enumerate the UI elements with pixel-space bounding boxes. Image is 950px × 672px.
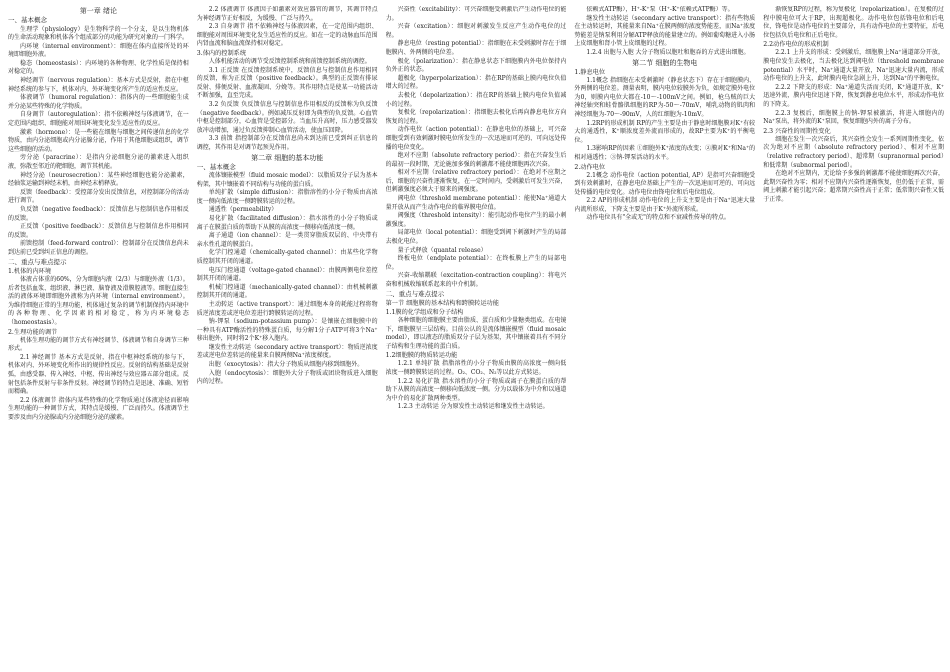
- section-heading: 二、重点与难点提示: [385, 289, 445, 298]
- column-5: [763, 6, 944, 668]
- subsection-heading: 1.2细胞膜的物质转运功能: [385, 352, 458, 360]
- subsection-heading: 1.1膜的化学组成和分子结构: [385, 309, 464, 317]
- chapter-heading: 第一章 绪论: [79, 7, 118, 15]
- paragraph: 2.2 AP的形成机制 动作电位的上升支主要是由于Na⁺迅速大量内流所形成，下降支主要是由于K⁺外流所形成。: [574, 197, 756, 213]
- paragraph: 2.2 体液调节 指体内某些特殊的化学物质通过体液途径而影响生理功能的一种调节方式，其特点是缓慢、广泛而持久。体液调节主要涉及由内分泌腺或内分泌细胞分泌的激素。: [8, 396, 189, 421]
- chapter-heading: 第二节 细胞的生物电: [632, 58, 698, 67]
- paragraph: 旁分泌（paracrine）：是指内分泌细胞分泌的激素进入组织液，弥散至邻近的靶细胞，调节其机能。: [8, 154, 189, 170]
- paragraph: 离子通道（ion channel）：是一类贯穿脂质双层的、中央带有亲水性孔道的膜蛋白。: [196, 232, 378, 248]
- subsection-heading: 2.动作电位: [574, 163, 606, 171]
- paragraph: 1.2RP的形成机制 RP的产生主要是由于静息时细胞膜对K⁺有较大的通透性，K⁺顺浓度差外流而形成的，故RP主要为K⁺的平衡电位。: [574, 119, 756, 144]
- paragraph: 神经分泌（neurosecretion）：某些神经细胞也能分泌激素，经轴浆运输到神经末梢，由神经末梢释放。: [8, 171, 189, 188]
- paragraph: 激素（hormone）：是一些能在细胞与细胞之间传递信息的化学物质，由内分泌细胞或内分泌腺分泌，作用于其他细胞或组织，调节这些细胞的活动。: [8, 128, 189, 153]
- paragraph: 2.2.1 上升支的形成：受刺激后，细胞膜上Na⁺通道部分开放，膜电位发生去极化，当去极化达到阈电位（threshold membrane potential）水平时，Na⁺通道大量开放，Na⁺迅速大量内流，形成动作电位的上升支，此时膜内电位急剧上升，达到Na⁺的平衡电位。: [763, 49, 944, 83]
- paragraph: 易化扩散（facilitated diffusion）：指水溶性的小分子物质或离子在膜蛋白质的帮助下从膜的高浓度一侧移向低浓度一侧。: [196, 214, 378, 231]
- column-3: [386, 6, 567, 668]
- subsection-heading: 第一节 细胞膜的基本结构和跨膜转运功能: [385, 300, 499, 308]
- paragraph: 阈电位（threshold membrane potential）：能使Na⁺通道大量开放从而产生动作电位的临界膜电位值。: [385, 195, 567, 211]
- paragraph: 反馈（feedback）：受控部分发出反馈信息，对控制部分的活动进行调节。: [8, 188, 189, 205]
- paragraph: 1.2.4 出胞与入胞 大分子物质以胞吐和胞吞的方式进出细胞。: [586, 48, 750, 56]
- paragraph: 阈强度（threshold intensity）：能引起动作电位产生的最小刺激强度。: [385, 212, 567, 228]
- paragraph: 机体生理功能的调节方式有神经调节、体液调节和自身调节三种形式。: [8, 336, 189, 353]
- paragraph: 去极化（depolarization）：指在RP的基础上膜内电位负值减小的过程。: [385, 91, 567, 108]
- paragraph: 3.3 前馈 指控制部分在反馈信息尚未到达前已受到纠正信息的调控，其作用是对调节起预见作用。: [196, 135, 378, 151]
- paragraph: 量子式释放（quantal release）: [397, 246, 487, 254]
- paragraph: 2.2 体液调节 体液因子如激素对效应器官的调节，其调节特点为神经调节正好相反，为缓慢、广泛与持久。: [196, 6, 378, 22]
- paragraph: 化学门控通道（chemically-gated channel）：由某些化学物质控制其开闭的通道。: [196, 249, 378, 265]
- paragraph: 2.1 神经调节 基本方式是反射，指在中枢神经系统的参与下，机体对内、外环境变化所作出的规律性反应。反射的结构基础是反射弧，由感受器、传入神经、中枢、传出神经与效应器五部分组成。反射包括条件反射与非条件反射。神经调节的特点是迅速、准确、短暂而精确。: [8, 353, 189, 396]
- paragraph: 2.3 自身调节 指不依赖神经与体液因素，在一定范围内组织、细胞能对周围环境变化发生适应性的反应。如在一定的动脉血压范围内肾血流和脑血流保持相对稳定。: [196, 23, 378, 48]
- paragraph: 3.2 负反馈 负反馈信息与控制信息作用相反的反馈称为负反馈（negative feedback）。例如减压反射即为典型的负反馈。心血管中枢是控制部分，心血管是受控部分。当血压升高时，压力感受器发放冲动增加，通过负反馈抑制心血管活动，使血压回降。: [196, 100, 378, 134]
- paragraph: 1.2.2 易化扩散 指水溶性的小分子物质或离子在膜蛋白质的帮助下从膜的高浓度一侧移向低浓度一侧。分为以载体为中介和以通道为中介的易化扩散两种类型。: [385, 377, 567, 402]
- chapter-heading: 第二章 细胞的基本功能: [251, 153, 324, 162]
- paragraph: 各种细胞的细胞膜主要由脂质、蛋白质和少量糖类组成。在电镜下，细胞膜呈三层结构。目前公认的是流体镶嵌模型（fluid mosaic model），即以液态的脂质双分子层为基架，其中镶嵌着具有不同分子结构和生理功能的蛋白质。: [385, 317, 567, 350]
- paragraph: 复极化（repolarization）：指细胞去极化后再向静息电位方向恢复的过程。: [385, 109, 567, 125]
- section-heading: 一、基本概念: [8, 16, 47, 24]
- subsection-heading: 1.静息电位: [574, 68, 606, 76]
- paragraph: 单纯扩散（simple diffusion）：指脂溶性的小分子物质由高浓度一侧向低浓度一侧跨膜转运的过程。: [196, 189, 378, 205]
- paragraph: 稳态（homeostasis）：内环境的各种物理、化学性质是保持相对稳定的。: [8, 59, 189, 76]
- paragraph: 兴奋（excitation）：细胞对刺激发生反应产生动作电位的过程。: [385, 23, 567, 39]
- paragraph: 静息电位（resting potential）：指细胞在未受刺激时存在于细胞膜内、外两侧的电位差。: [385, 40, 567, 56]
- paragraph: 3.1 正反馈 在反馈控制系统中，反馈信息与控制信息作用相同的反馈，称为正反馈（positive feedback）。典型的正反馈有排尿反射、排便反射、血液凝固、分娩等。其作用特点是使某一功能活动不断加强，直至完成。: [196, 66, 378, 100]
- paragraph: 2.2.3 复极后，细胞膜上的钠-钾泵被激活，将进入细胞内的Na⁺泵出，将外流的K⁺泵回，恢复细胞内外的离子分布。: [763, 109, 944, 126]
- paragraph: 兴奋性（excitability）：可兴奋细胞受刺激后产生动作电位的能力。: [385, 6, 567, 22]
- paragraph: 出胞（exocytosis）：指大分子物质从细胞内移到细胞外。: [208, 361, 364, 369]
- paragraph: 前馈控制（feed-forward control）：控制部分在反馈信息尚未到达前已受到纠正信息的调控。: [8, 240, 189, 256]
- paragraph: 通透性（permeability）: [208, 206, 278, 214]
- section-heading: 二、重点与难点提示: [8, 257, 67, 266]
- paragraph: 入胞（endocytosis）：细胞外大分子物质或团块物质进入细胞内的过程。: [196, 369, 378, 386]
- paragraph: 人体机能活动的调节受反馈控制系统和前馈控制系统的调控。: [208, 57, 371, 65]
- paragraph: 钠-钾泵（sodium-potassium pump）：是镶嵌在细胞膜中的一种具有ATP酶活性的特殊蛋白质，每分解1分子ATP可将3个Na⁺移出胞外，同时将2个K⁺移入胞内。: [196, 318, 378, 343]
- paragraph: 正反馈（positive feedback）：反馈信息与控制信息作用相同的反馈。: [8, 223, 189, 239]
- subsection-heading: 1.机体的内环境: [8, 268, 52, 276]
- section-heading: 一、基本概念: [196, 162, 236, 171]
- paragraph: 渐恢复RP的过程，称为复极化（repolarization）。在复极的过程中膜电位可大于RP，出现超极化。动作电位包括锋电位和后电位，锋电位是动作电位的主要部分，具有动作电位的主要特征，后电位包括负后电位和正后电位。: [763, 6, 944, 39]
- paragraph: 电压门控通道（voltage-gated channel）：由膜两侧电位差控制其开闭的通道。: [196, 266, 378, 283]
- paragraph: 2.1概念 动作电位（action potential, AP）是指可兴奋细胞受到有效刺激时，在静息电位基础上产生的一次迅速而可逆的、可向远处传播的电位变化。动作电位由锋电位和后电位组成。: [574, 171, 756, 196]
- subsection-heading: 2.3 兴奋性的周期性变化: [763, 127, 831, 135]
- paragraph: 极化（polarization）：指在静息状态下细胞膜内外电位保持内负外正的状态。: [385, 57, 567, 74]
- paragraph: 机械门控通道（mechanically-gated channel）：由机械刺激控制其开闭的通道。: [196, 283, 378, 300]
- subsection-heading: 2.生理功能的调节: [8, 328, 58, 336]
- paragraph: 相对不应期（relative refractory period）：在绝对不应期之后，细胞的兴奋性逐渐恢复，在一定时间内，受刺激后可发生兴奋，但刺激强度必须大于原来的阈强度。: [385, 169, 567, 194]
- paragraph: 细胞在发生一次兴奋后，其兴奋性会发生一系列周期性变化，依次为绝对不应期（absolute refractory period）、相对不应期（relative refractory period）、超常期（supranormal period）和低常期（subnormal period）。: [763, 135, 944, 169]
- paragraph: 体液占体重的60%，分为细胞内液（2/3）与细胞外液（1/3）。后者包括血浆、组织液、淋巴液、脑脊液及滑膜腔液等。细胞直接生活的液体环境即细胞外液称为内环境（internal environment）。为维持细胞正常的生理功能，机体通过复杂的调节机制保持内环境中的各种物理、化学因素的相对稳定，称为内环境稳态（homeostasis）。: [8, 276, 189, 326]
- paragraph: 内环境（internal environment）：细胞在体内直接所处的环境即细胞外液。: [8, 42, 189, 59]
- paragraph: 生理学（physiology）是生物科学的一个分支，是以生物机体的生命活动现象和机体各个组成部分的功能为研究对象的一门科学。: [8, 25, 189, 42]
- paragraph: 1.2.1 单纯扩散 指脂溶性的小分子物质由膜的高浓度一侧向低浓度一侧跨膜转运的过程。O₂、CO₂、N₂等以此方式转运。: [385, 360, 567, 377]
- paragraph: 兴奋-收缩耦联（excitation-contraction coupling）：将电兴奋和机械收缩联系起来的中介机制。: [385, 272, 567, 288]
- paragraph: 神经调节（nervous regulation）：基本方式是反射，指在中枢神经系统的参与下，机体对内、外环境变化所产生的适应性反应。: [8, 77, 189, 93]
- paragraph: 绝对不应期（absolute refractory period）：指在兴奋发生后的最初一段时期，无论施加多强的刺激都不能使细胞再次兴奋。: [385, 152, 567, 168]
- column-2: [197, 6, 378, 668]
- paragraph: 1.1概念 指细胞在未受刺激时（静息状态下）存在于细胞膜内、外两侧的电位差。测量表明，膜内电位较膜外为负，如规定膜外电位为0，则膜内电位大都在-10～-100mV之间。例如，枪乌贼的巨大神经轴突和蛙骨骼肌细胞的RP为-50～-70mV，哺乳动物的肌肉和神经细胞为-70～-90mV，人的红细胞为-10mV。: [574, 76, 756, 118]
- paragraph: 终板电位（endplate potential）：在终板膜上产生的局部电位。: [385, 255, 567, 271]
- paragraph: 在绝对不应期内，无论给予多强的刺激都不能使细胞再次兴奋，此期兴奋性为零；相对不应期内兴奋性逐渐恢复，但仍低于正常，需阈上刺激才能引起兴奋；超常期兴奋性高于正常；低常期兴奋性又低于正常。: [763, 170, 944, 203]
- paragraph: 继发性主动转运（secondary active transport）：物质逆浓度差或逆电位差转运的能量来自膜两侧Na⁺浓度梯度。: [196, 343, 378, 360]
- paragraph: 依赖式ATP酶），H⁺-K⁺泵（H⁺-K⁺依赖式ATP酶）等。: [586, 6, 734, 13]
- paragraph: 自身调节（autoregulation）：指不依赖神经与体液调节，在一定范围内组织、细胞能对周围环境变化发生适应性的反应。: [8, 111, 189, 128]
- column-1: [8, 6, 189, 668]
- paragraph: 2.2.2 下降支的形成：Na⁺通道失活而关闭，K⁺通道开放，K⁺迅速外流，膜内电位迅速下降，恢复到静息电位水平，形成动作电位的下降支。: [763, 83, 944, 108]
- paragraph: 负反馈（negative feedback）：反馈信息与控制信息作用相反的反馈。: [8, 205, 189, 222]
- subsection-heading: 2.2动作电位的形成机制: [763, 41, 829, 49]
- paragraph: 超极化（hyperpolarization）：指在RP的基础上膜内电位负值增大的过程。: [385, 74, 567, 91]
- paragraph: 主动转运（active transport）：通过细胞本身的耗能过程将物质逆浓度差或逆电位差进行跨膜转运的过程。: [196, 300, 378, 317]
- paragraph: 体液调节（humoral regulation）：指体内的一些细胞能生成并分泌某些特殊的化学物质。: [8, 94, 189, 110]
- subsection-heading: 3.体内的控制系统: [196, 49, 247, 57]
- paragraph: 流体镶嵌模型（fluid mosaic model）：以脂质双分子层为基本构架，其中镶嵌着不同结构与功能的蛋白质。: [196, 172, 378, 188]
- paragraph: 继发性主动转运（secondary active transport）：指有些物质在主动转运时，其能量来自Na⁺在膜两侧的浓度势能差，而Na⁺浓度势能差是钠泵利用分解ATP释放的能量建立的。例如葡萄糖进入小肠上皮细胞和肾小管上皮细胞的过程。: [574, 14, 756, 48]
- paragraph: 局部电位（local potential）：细胞受到阈下刺激时产生的局部去极化电位。: [385, 229, 567, 246]
- paragraph: 1.2.3 主动转运 分为原发性主动转运和继发性主动转运。: [397, 403, 549, 411]
- paragraph: 动作电位具有"全或无"的特点和不衰减性传导的特点。: [586, 214, 730, 222]
- paragraph: 动作电位（action potential）：在静息电位的基础上，可兴奋细胞受到有效刺激时膜电位所发生的一次迅速而可逆的、可向远处传播的电位变化。: [385, 126, 567, 151]
- paragraph: 1.3影响RP的因素 ①细胞外K⁺浓度的改变；②膜对K⁺和Na⁺的相对通透性；③钠-钾泵活动的水平。: [574, 145, 756, 161]
- column-4: [574, 6, 755, 668]
- text-columns: [8, 6, 944, 668]
